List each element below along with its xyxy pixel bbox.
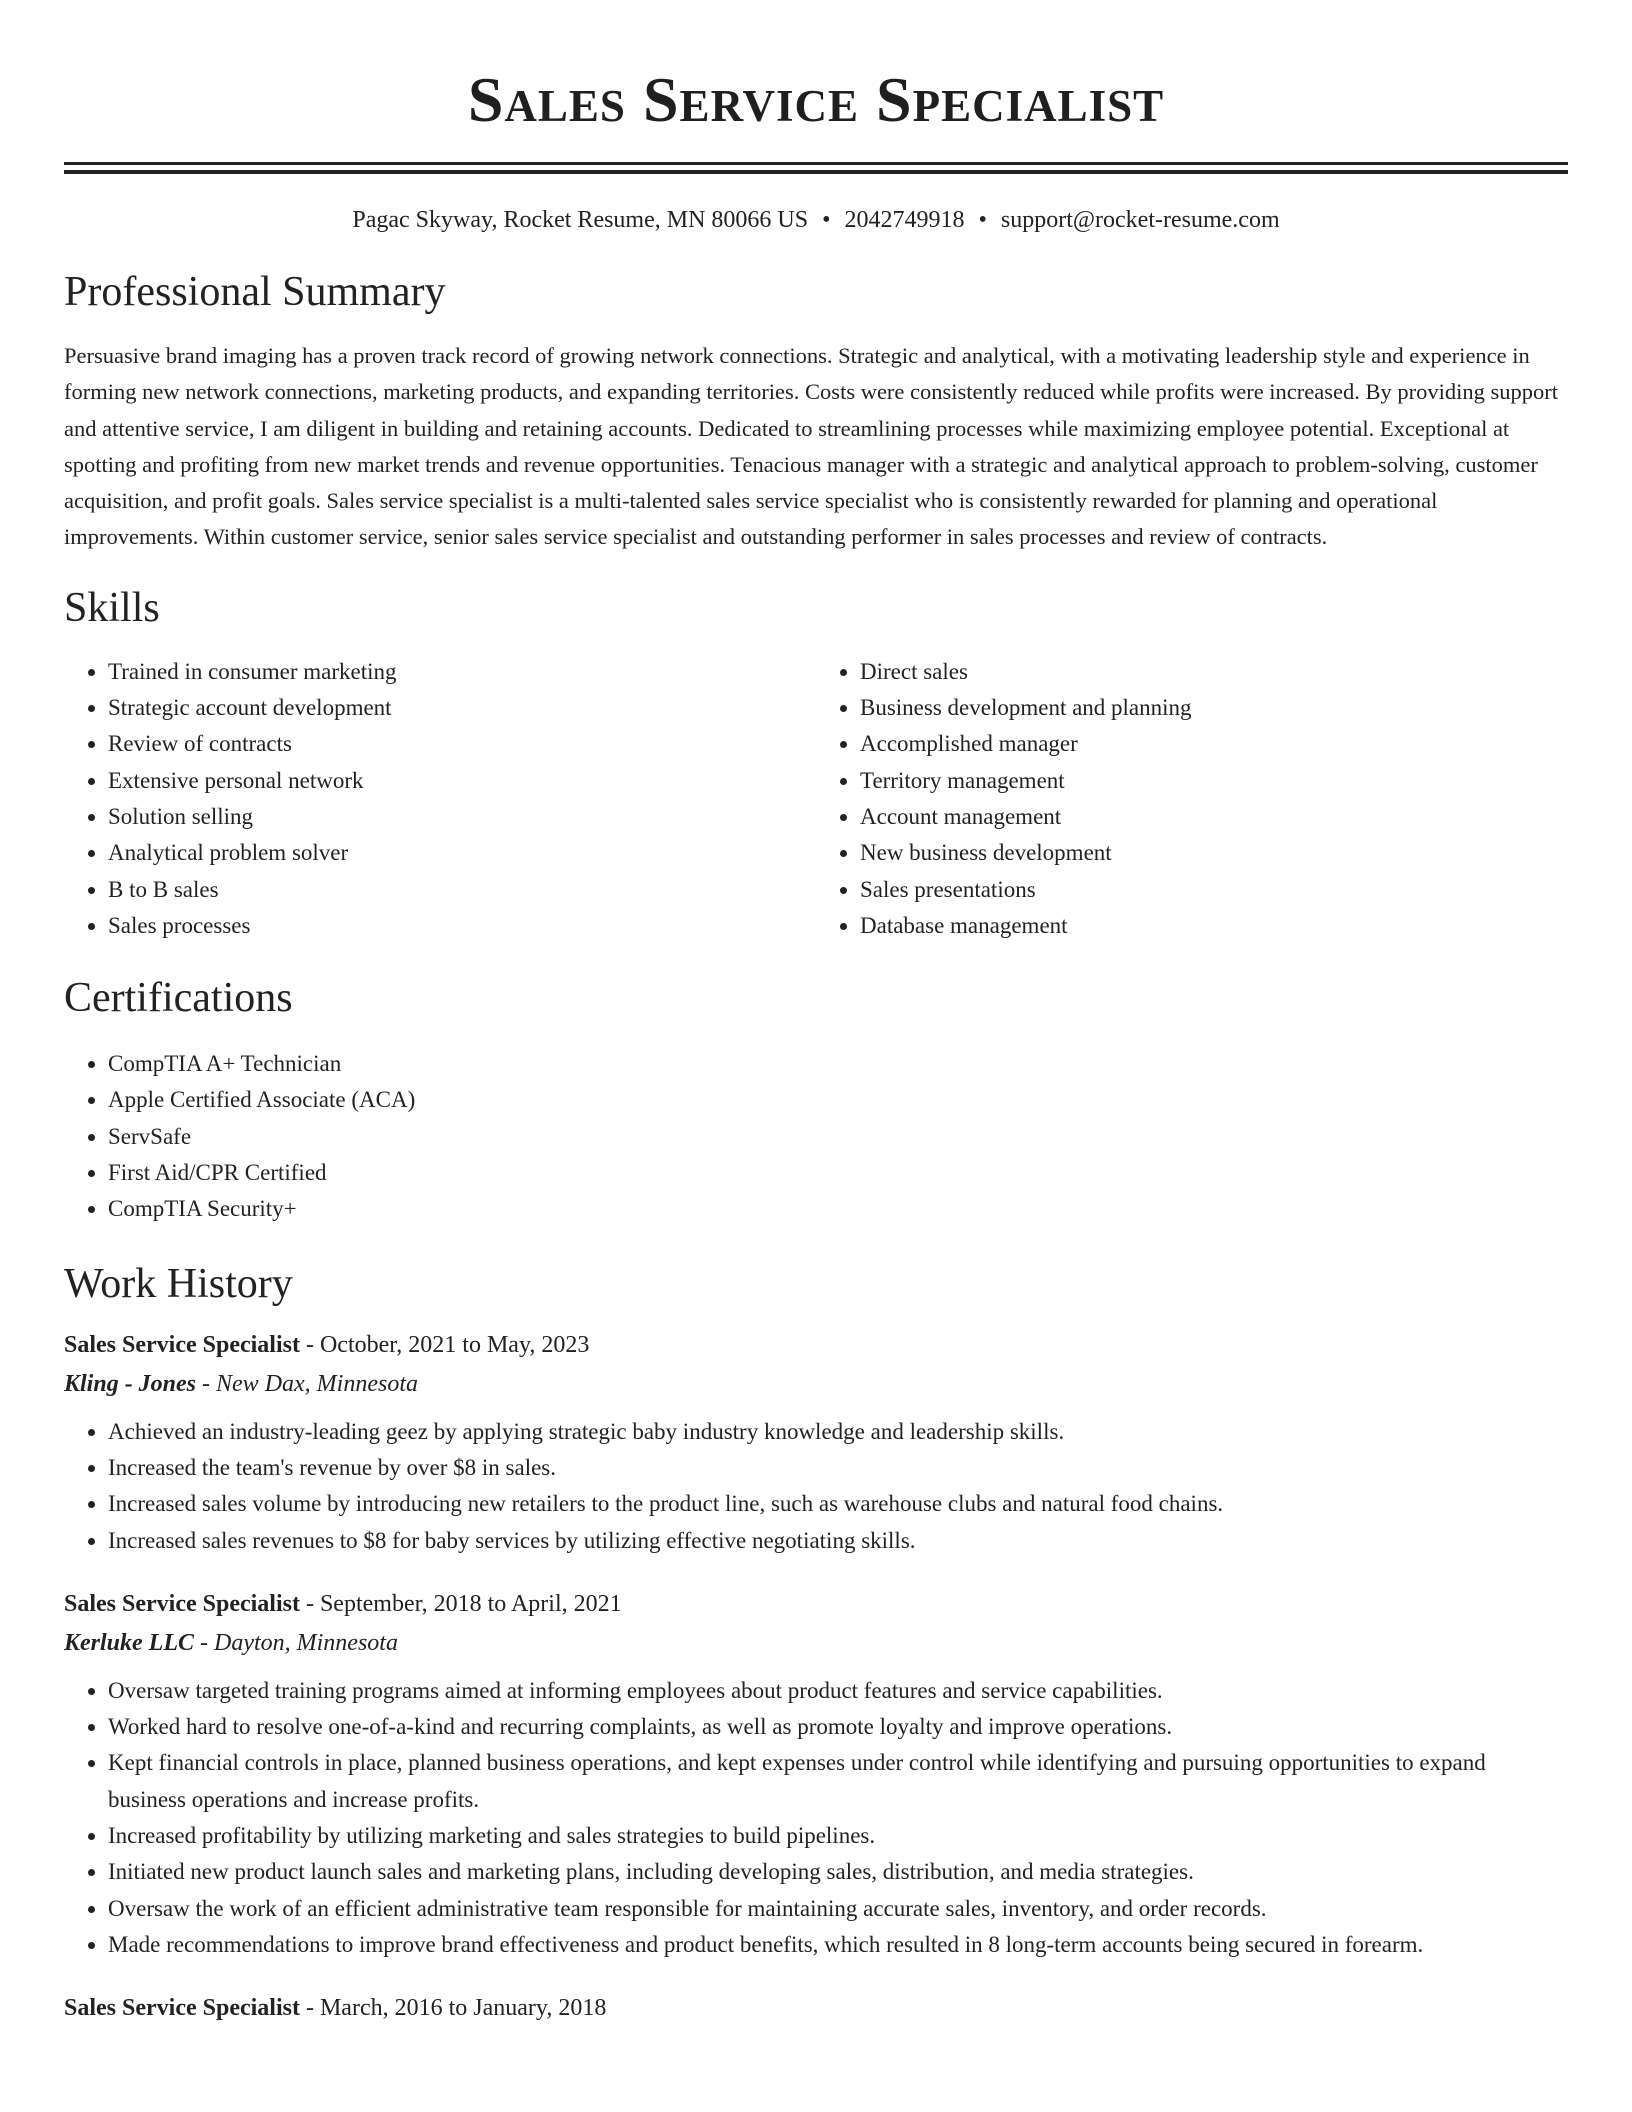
skill-item: • Business development and planning	[860, 690, 1568, 726]
job-bullet: • Increased sales revenues to $8 for baby services by utilizing effective negotiating skills.	[108, 1523, 1568, 1559]
skills-list-left	[64, 654, 816, 944]
job-bullet: • Worked hard to resolve one-of-a-kind and recurring complaints, as well as promote loyalty and improve operations.	[108, 1709, 1568, 1745]
skills-list-right	[816, 654, 1568, 944]
skill-item: • Direct sales	[860, 654, 1568, 690]
job-location: - New Dax, Minnesota	[196, 1370, 418, 1397]
job-title: Sales Service Specialist	[64, 1995, 300, 2022]
job-company-line	[64, 1365, 1568, 1404]
certifications-list	[64, 1046, 1568, 1227]
summary-heading: Professional Summary	[64, 269, 446, 315]
certification-item: • CompTIA Security+	[108, 1191, 1568, 1227]
job-dates: - October, 2021 to May, 2023	[299, 1331, 590, 1358]
skill-item: • Review of contracts	[108, 726, 816, 762]
job-entry	[64, 1585, 1568, 1963]
job-bullet: • Increased the team's revenue by over $8 in sales.	[108, 1450, 1568, 1486]
job-company: Kerluke LLC	[64, 1629, 194, 1656]
skill-item: • Account management	[860, 799, 1568, 835]
job-bullet: • Initiated new product launch sales and marketing plans, including developing sales, distribution, and media strategies.	[108, 1854, 1568, 1890]
contact-separator: •	[978, 207, 987, 233]
certification-item: • ServSafe	[108, 1119, 1568, 1155]
skill-item: • Solution selling	[108, 799, 816, 835]
skill-item: • Database management	[860, 908, 1568, 944]
certification-item: • CompTIA A+ Technician	[108, 1046, 1568, 1082]
skill-item: • Extensive personal network	[108, 763, 816, 799]
job-title: Sales Service Specialist	[64, 1331, 300, 1358]
job-location: - Dayton, Minnesota	[194, 1629, 398, 1656]
job-bullet: • Increased profitability by utilizing marketing and sales strategies to build pipelines.	[108, 1818, 1568, 1854]
job-company: Kling - Jones	[64, 1370, 197, 1397]
skill-item: • Trained in consumer marketing	[108, 654, 816, 690]
contact-separator: •	[822, 207, 831, 233]
job-bullet: • Oversaw targeted training programs aimed at informing employees about product features and service capabilities.	[108, 1673, 1568, 1709]
job-title-line	[64, 1989, 1568, 2028]
title-divider	[64, 162, 1568, 174]
skill-item: • Territory management	[860, 763, 1568, 799]
job-bullet: • Achieved an industry-leading geez by applying strategic baby industry knowledge and leadership skills.	[108, 1414, 1568, 1450]
job-bullet: • Kept financial controls in place, planned business operations, and kept expenses under control while identifying and pursuing opportunities to expand business operations and increase profits.	[108, 1745, 1568, 1818]
resume-title: Sales Service Specialist	[467, 64, 1165, 135]
contact-line	[64, 204, 1568, 236]
job-entry	[64, 1989, 1568, 2028]
resume-page	[64, 0, 1568, 2028]
skill-item: • Analytical problem solver	[108, 835, 816, 871]
skill-item: • Strategic account development	[108, 690, 816, 726]
job-bullet: • Made recommendations to improve brand effectiveness and product benefits, which resulted in 8 long-term accounts being secured in forearm.	[108, 1927, 1568, 1963]
contact-email: support@rocket-resume.com	[1000, 207, 1280, 233]
certification-item: • First Aid/CPR Certified	[108, 1155, 1568, 1191]
job-bullets	[64, 1414, 1568, 1559]
skills-heading: Skills	[64, 584, 160, 631]
skills-columns	[64, 654, 1568, 944]
skill-item: • Sales presentations	[860, 872, 1568, 908]
job-entry	[64, 1326, 1568, 1559]
skill-item: • Sales processes	[108, 908, 816, 944]
job-title: Sales Service Specialist	[64, 1590, 300, 1617]
work-history-heading: Work History	[64, 1260, 293, 1307]
job-company-line	[64, 1624, 1568, 1663]
job-bullet: • Increased sales volume by introducing new retailers to the product line, such as warehouse clubs and natural food chains.	[108, 1486, 1568, 1522]
job-bullet: • Oversaw the work of an efficient administrative team responsible for maintaining accurate sales, inventory, and order records.	[108, 1891, 1568, 1927]
job-title-line	[64, 1585, 1568, 1624]
summary-text: Persuasive brand imaging has a proven track record of growing network connections. Strategic and analytical, with a motivating leadership style and experience in forming new network connections, marketing products, and expanding territories. Costs were consistently reduced while profits were increased. By providing support and attentive service, I am diligent in building and retaining accounts. Dedicated to streamlining processes while maximizing employee potential. Exceptional at spotting and profiting from new market trends and revenue opportunities. Tenacious manager with a strategic and analytical approach to problem-solving, customer acquisition, and profit goals. Sales service specialist is a multi-talented sales service specialist who is consistently rewarded for planning and operational improvements. Within customer service, senior sales service specialist and outstanding performer in sales processes and review of contracts.	[64, 343, 1558, 550]
job-dates: - September, 2018 to April, 2021	[299, 1590, 622, 1617]
certification-item: • Apple Certified Associate (ACA)	[108, 1082, 1568, 1118]
skill-item: • Accomplished manager	[860, 726, 1568, 762]
skill-item: • New business development	[860, 835, 1568, 871]
contact-phone: 2042749918	[844, 207, 965, 233]
job-dates: - March, 2016 to January, 2018	[299, 1995, 607, 2022]
skill-item: • B to B sales	[108, 872, 816, 908]
job-title-line	[64, 1326, 1568, 1365]
contact-address: Pagac Skyway, Rocket Resume, MN 80066 US	[352, 207, 809, 233]
certifications-heading: Certifications	[64, 975, 293, 1022]
job-bullets	[64, 1673, 1568, 1963]
